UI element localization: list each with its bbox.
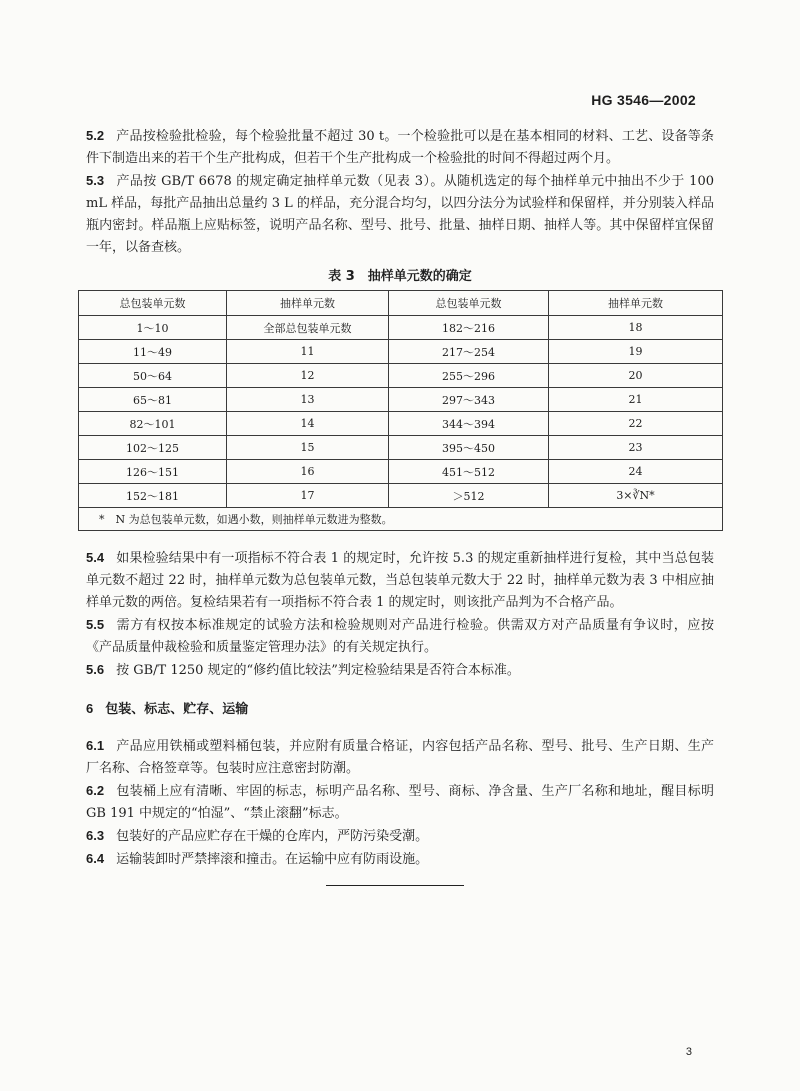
sampling-table-wrapper xyxy=(78,290,722,531)
standard-code: HG 3546—2002 xyxy=(591,92,696,108)
table-cell: 344～394 xyxy=(389,412,549,436)
table-note: * N 为总包装单元数，如遇小数，则抽样单元数进为整数。 xyxy=(79,508,723,531)
clause-text: 产品按检验批检验，每个检验批量不超过 30 t。一个检验批可以是在基本相同的材料、工艺、设备等条件下制造出来的若干个生产批构成，但若干个生产批构成一个检验批的时间不得超过两个月。 xyxy=(86,129,714,166)
clause-5-6 xyxy=(86,659,714,682)
table-header-row xyxy=(79,291,723,316)
table-cell: 3×∛N* xyxy=(549,484,723,508)
sampling-table xyxy=(78,290,723,531)
clause-6-2 xyxy=(86,780,714,825)
table-cell: 182～216 xyxy=(389,316,549,340)
clause-text: 包装桶上应有清晰、牢固的标志，标明产品名称、型号、商标、净含量、生产厂名称和地址，醒目标明 GB 191 中规定的“怕湿”、“禁止滚翻”标志。 xyxy=(86,784,714,821)
table-cell: 22 xyxy=(549,412,723,436)
clause-number: 6.2 xyxy=(86,783,105,798)
table-row xyxy=(79,460,723,484)
clause-text: 包装好的产品应贮存在干燥的仓库内，严防污染受潮。 xyxy=(116,829,429,844)
clause-6-4 xyxy=(86,848,714,871)
table-cell: 217～254 xyxy=(389,340,549,364)
table-cell: 126～151 xyxy=(79,460,227,484)
table-cell: 24 xyxy=(549,460,723,484)
section-number: 6 xyxy=(86,701,94,716)
table-row xyxy=(79,340,723,364)
table-cell: 1～10 xyxy=(79,316,227,340)
end-rule xyxy=(326,885,464,886)
table-row xyxy=(79,412,723,436)
table-cell: 11～49 xyxy=(79,340,227,364)
document-body xyxy=(86,125,714,871)
table-row xyxy=(79,436,723,460)
clause-number: 6.4 xyxy=(86,851,105,866)
table-cell: 82～101 xyxy=(79,412,227,436)
table-cell: 152～181 xyxy=(79,484,227,508)
clause-text: 运输装卸时严禁摔滚和撞击。在运输中应有防雨设施。 xyxy=(116,852,429,867)
table-cell: 17 xyxy=(227,484,389,508)
clause-text: 需方有权按本标准规定的试验方法和检验规则对产品进行检验。供需双方对产品质量有争议时，应按《产品质量仲裁检验和质量鉴定管理办法》的有关规定执行。 xyxy=(86,618,714,655)
table-row xyxy=(79,364,723,388)
table-cell: 16 xyxy=(227,460,389,484)
page-number: 3 xyxy=(685,1046,692,1058)
table-cell: 21 xyxy=(549,388,723,412)
clause-number: 5.6 xyxy=(86,662,105,677)
table-row xyxy=(79,388,723,412)
clause-number: 5.3 xyxy=(86,173,105,188)
table-row xyxy=(79,484,723,508)
table-cell: 12 xyxy=(227,364,389,388)
table-cell: 50～64 xyxy=(79,364,227,388)
clause-number: 5.2 xyxy=(86,128,105,143)
clause-5-3 xyxy=(86,170,714,259)
clause-5-4 xyxy=(86,547,714,614)
clause-5-2 xyxy=(86,125,714,170)
clause-6-1 xyxy=(86,735,714,780)
table-cell: 20 xyxy=(549,364,723,388)
table-cell: 全部总包装单元数 xyxy=(227,316,389,340)
clause-number: 5.5 xyxy=(86,617,105,632)
table-cell: 102～125 xyxy=(79,436,227,460)
table-cell: 23 xyxy=(549,436,723,460)
table-cell: ＞512 xyxy=(389,484,549,508)
table-cell: 255～296 xyxy=(389,364,549,388)
clause-number: 6.3 xyxy=(86,828,105,843)
header-cell: 总包装单元数 xyxy=(389,291,549,316)
clause-text: 如果检验结果中有一项指标不符合表 1 的规定时，允许按 5.3 的规定重新抽样进行复检，其中当总包装单元数不超过 22 时，抽样单元数为总包装单元数，当总包装单元数大于 22 时，抽样单元数为表 3 中相应抽样单元数的两倍。复检结果若有一项指标不符合表 1 的规定时，则该批产品判为不合格产品。 xyxy=(86,551,714,610)
header-cell: 抽样单元数 xyxy=(549,291,723,316)
header-cell: 抽样单元数 xyxy=(227,291,389,316)
table-row xyxy=(79,316,723,340)
table-cell: 65～81 xyxy=(79,388,227,412)
table-title: 表 3 抽样单元数的确定 xyxy=(328,269,472,284)
section-title: 包装、标志、贮存、运输 xyxy=(105,702,249,717)
table-cell: 297～343 xyxy=(389,388,549,412)
clause-number: 6.1 xyxy=(86,738,105,753)
header-cell: 总包装单元数 xyxy=(79,291,227,316)
clause-number: 5.4 xyxy=(86,550,105,565)
table-cell: 19 xyxy=(549,340,723,364)
clause-text: 按 GB/T 1250 规定的“修约值比较法”判定检验结果是否符合本标准。 xyxy=(116,663,520,678)
table-cell: 14 xyxy=(227,412,389,436)
table-cell: 15 xyxy=(227,436,389,460)
table-cell: 451～512 xyxy=(389,460,549,484)
clause-text: 产品应用铁桶或塑料桶包装，并应附有质量合格证，内容包括产品名称、型号、批号、生产日期、生产厂名称、合格签章等。包装时应注意密封防潮。 xyxy=(86,739,714,776)
table-cell: 11 xyxy=(227,340,389,364)
clause-6-3 xyxy=(86,825,714,848)
table-cell: 395～450 xyxy=(389,436,549,460)
table-cell: 13 xyxy=(227,388,389,412)
section-6-heading xyxy=(86,698,714,721)
clause-5-5 xyxy=(86,614,714,659)
table-note-row xyxy=(79,508,723,531)
table-cell: 18 xyxy=(549,316,723,340)
clause-text: 产品按 GB/T 6678 的规定确定抽样单元数（见表 3）。从随机选定的每个抽样单元中抽出不少于 100 mL 样品，每批产品抽出总量约 3 L 的样品，充分混合均匀，以四分法分为试验样和保留样，并分别装入样品瓶内密封。样品瓶上应贴标签，说明产品名称、型号、批号、批量、抽样日期、抽样人等。其中保留样宜保留一年，以备查核。 xyxy=(86,174,714,255)
